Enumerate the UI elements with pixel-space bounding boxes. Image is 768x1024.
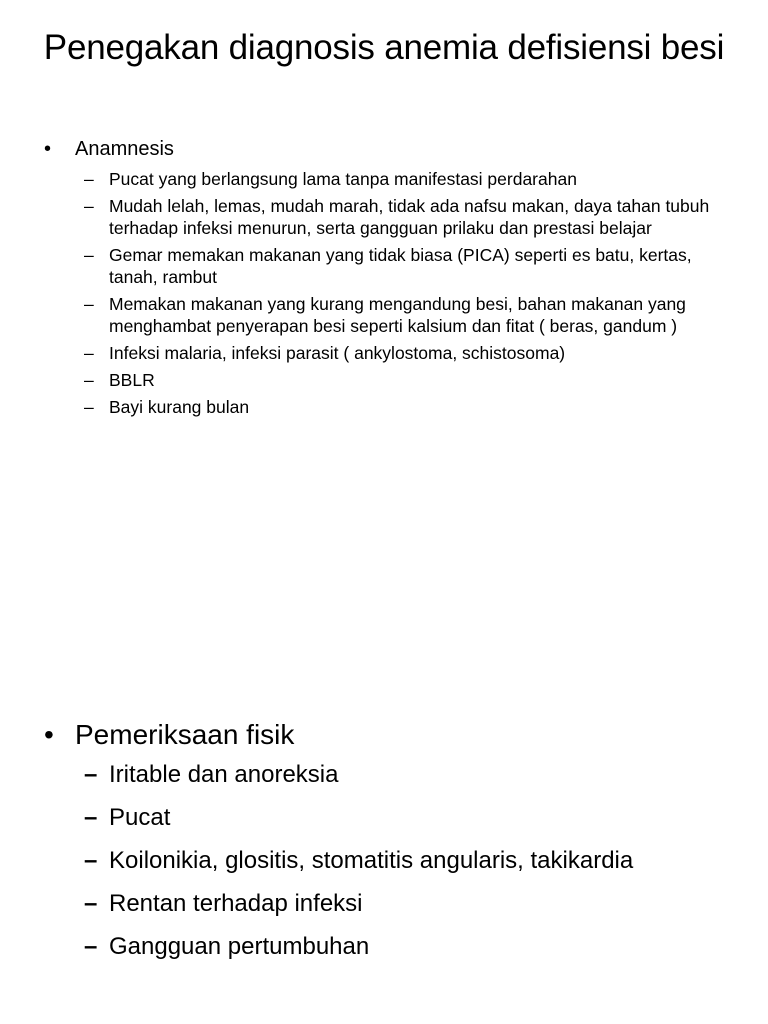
list-item-text: Gangguan pertumbuhan xyxy=(109,933,370,960)
list-item xyxy=(0,293,768,337)
dash-icon: – xyxy=(84,804,98,831)
dash-icon: – xyxy=(84,890,98,917)
dash-icon: – xyxy=(84,245,94,265)
pemeriksaan-fisik-list xyxy=(0,759,768,963)
dash-icon: – xyxy=(84,761,98,788)
section-heading: Pemeriksaan fisik xyxy=(75,719,295,750)
list-item xyxy=(0,244,768,288)
list-item-text: Mudah lelah, lemas, mudah marah, tidak ada nafsu makan, daya tahan tubuh terhadap infeksi menurun, serta gangguan prilaku dan prestasi belajar xyxy=(109,196,710,238)
list-item-text: Infeksi malaria, infeksi parasit ( ankylostoma, schistosoma) xyxy=(109,343,566,363)
dash-icon: – xyxy=(84,370,94,390)
anamnesis-list xyxy=(0,168,768,418)
dash-icon: – xyxy=(84,343,94,363)
dash-icon: – xyxy=(84,294,94,314)
list-item xyxy=(0,888,768,920)
list-item-text: Iritable dan anoreksia xyxy=(109,761,339,788)
list-item xyxy=(0,369,768,391)
bullet-icon: • xyxy=(44,719,54,750)
list-item xyxy=(0,845,768,877)
list-item-text: Memakan makanan yang kurang mengandung besi, bahan makanan yang menghambat penyerapan besi seperti kalsium dan fitat ( beras, gandum ) xyxy=(109,294,686,336)
slide-title: Penegakan diagnosis anemia defisiensi besi xyxy=(43,28,725,67)
list-item xyxy=(0,931,768,963)
list-item xyxy=(0,342,768,364)
list-item xyxy=(0,195,768,239)
section-anamnesis xyxy=(0,136,768,423)
list-item-text: Gemar memakan makanan yang tidak biasa (PICA) seperti es batu, kertas, tanah, rambut xyxy=(109,245,692,287)
dash-icon: – xyxy=(84,397,94,417)
list-item-text: BBLR xyxy=(109,370,155,390)
section-heading: Anamnesis xyxy=(75,138,174,160)
list-item xyxy=(0,802,768,834)
list-item-text: Pucat yang berlangsung lama tanpa manifestasi perdarahan xyxy=(109,169,577,189)
list-item-text: Bayi kurang bulan xyxy=(109,397,250,417)
list-item xyxy=(0,759,768,791)
dash-icon: – xyxy=(84,196,94,216)
list-item-text: Koilonikia, glositis, stomatitis angularis, takikardia xyxy=(109,847,634,874)
dash-icon: – xyxy=(84,847,98,874)
list-item-text: Pucat xyxy=(109,804,171,831)
bullet-pemeriksaan-fisik xyxy=(0,716,768,754)
dash-icon: – xyxy=(84,933,98,960)
section-pemeriksaan-fisik xyxy=(0,716,768,974)
list-item-text: Rentan terhadap infeksi xyxy=(109,890,363,917)
bullet-anamnesis xyxy=(0,136,768,162)
dash-icon: – xyxy=(84,169,94,189)
list-item xyxy=(0,396,768,418)
bullet-icon: • xyxy=(44,138,52,160)
list-item xyxy=(0,168,768,190)
